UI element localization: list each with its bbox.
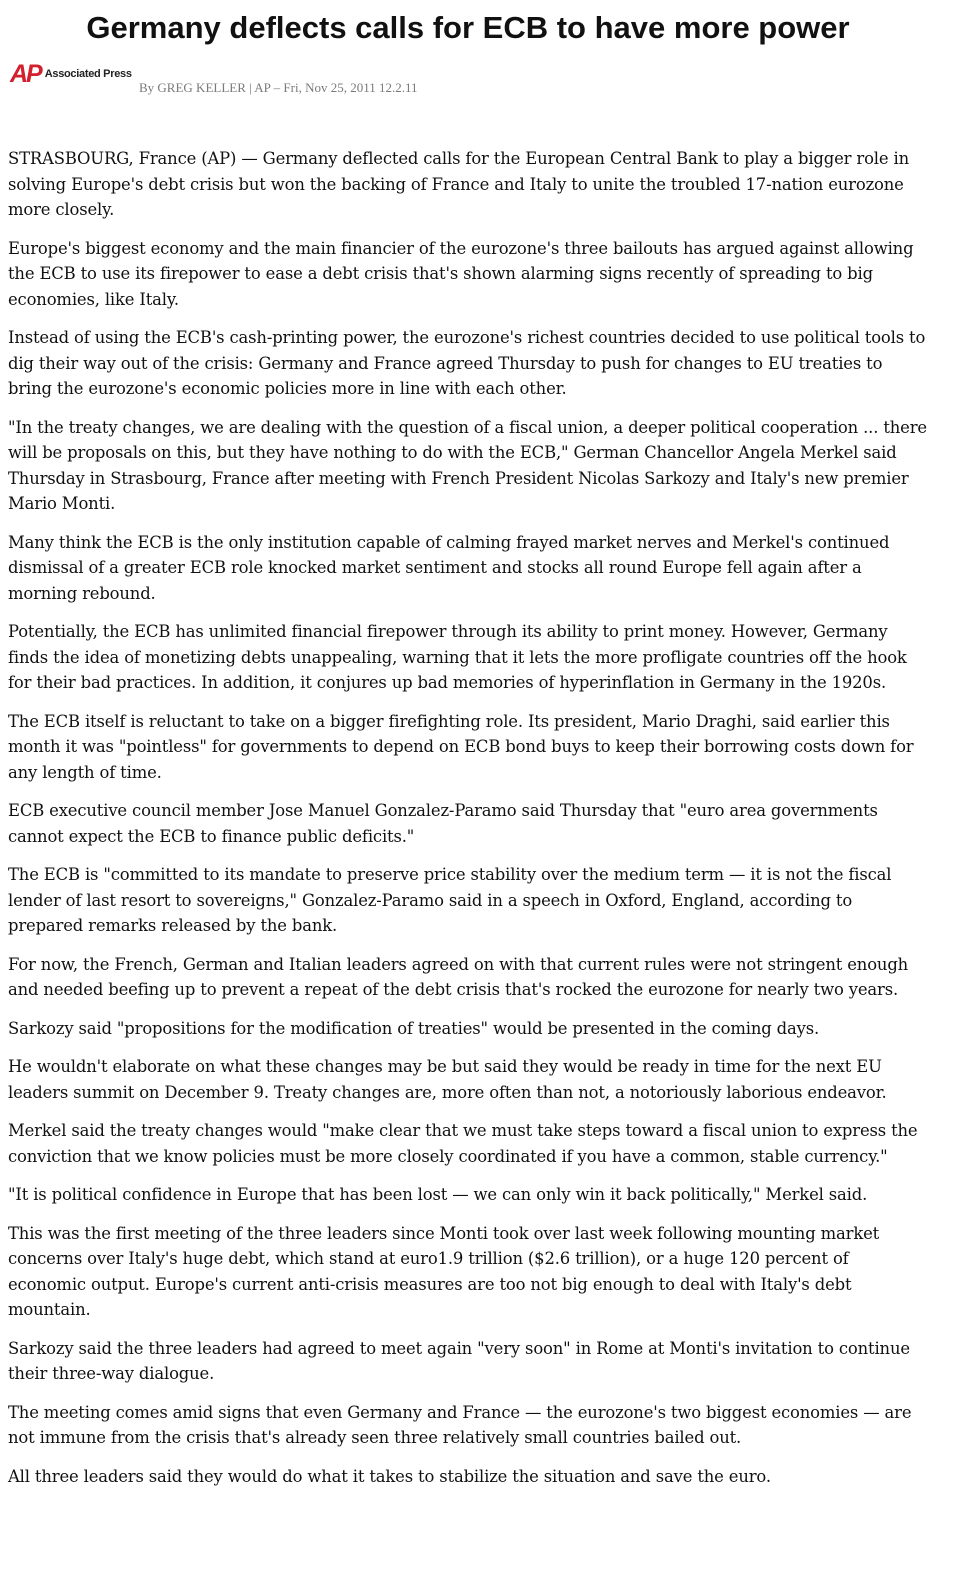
paragraph: STRASBOURG, France (AP) — Germany deflected calls for the European Central Bank to play a bigger role in solving Europe's debt crisis but won the backing of France and Italy to unite the troubled 17-nation eurozone more closely. <box>8 149 910 219</box>
paragraph: The meeting comes amid signs that even Germany and France — the eurozone's two biggest economies — are not immune from the crisis that's already seen three relatively small countries bailed out. <box>8 1402 912 1447</box>
paragraph: He wouldn't elaborate on what these changes may be but said they would be ready in time for the next EU leaders summit on December 9. Treaty changes are, more often than not, a notoriously laborious endeavor. <box>8 1057 887 1102</box>
ap-logo <box>10 62 132 86</box>
paragraph: The ECB itself is reluctant to take on a bigger firefighting role. Its president, Mario Draghi, said earlier this month it was "pointless" for governments to depend on ECB bond buys to keep their borrowing costs down for any length of time. <box>8 711 914 782</box>
paragraph: Many think the ECB is the only institution capable of calming frayed market nerves and Merkel's continued dismissal of a greater ECB role knocked market sentiment and stocks all round Europe fell again after a morning rebound. <box>8 532 890 603</box>
article-body <box>8 146 928 1502</box>
paragraph: ECB executive council member Jose Manuel Gonzalez-Paramo said Thursday that "euro area governments cannot expect the ECB to finance public deficits." <box>8 801 878 846</box>
paragraph: Potentially, the ECB has unlimited financial firepower through its ability to print money. However, Germany finds the idea of monetizing debts unappealing, warning that it lets the more profligate countries off the hook for their bad practices. In addition, it conjures up bad memories of hyperinflation in Germany in the 1920s. <box>8 622 907 692</box>
ap-logo-text: Associated Press <box>44 68 132 80</box>
paragraph: The ECB is "committed to its mandate to preserve price stability over the medium term — it is not the fiscal lender of last resort to sovereigns," Gonzalez-Paramo said in a speech in Oxford, England, according to prepared remarks released by the bank. <box>8 865 892 935</box>
paragraph: Merkel said the treaty changes would "make clear that we must take steps toward a fiscal union to express the conviction that we know policies must be more closely coordinated if you have a common, stable currency." <box>8 1121 918 1166</box>
paragraph: For now, the French, German and Italian leaders agreed on with that current rules were not stringent enough and needed beefing up to prevent a repeat of the debt crisis that's rocked the eurozone for nearly two years. <box>8 954 909 999</box>
paragraph: Instead of using the ECB's cash-printing power, the eurozone's richest countries decided to use political tools to dig their way out of the crisis: Germany and France agreed Thursday to push for changes to EU treaties to bring the eurozone's economic policies more in line with each other. <box>8 328 926 398</box>
paragraph: This was the first meeting of the three leaders since Monti took over last week following mounting market concerns over Italy's huge debt, which stand at euro1.9 trillion ($2.6 trillion), or a huge 120 percent of economic output. Europe's current anti-crisis measures are too not big enough to deal with Italy's debt mountain. <box>8 1223 880 1319</box>
paragraph: Sarkozy said "propositions for the modification of treaties" would be presented in the coming days. <box>8 1018 820 1038</box>
paragraph: Europe's biggest economy and the main financier of the eurozone's three bailouts has argued against allowing the ECB to use its firepower to ease a debt crisis that's shown alarming signs recently of spreading to big economies, like Italy. <box>8 238 914 309</box>
paragraph: "In the treaty changes, we are dealing with the question of a fiscal union, a deeper political cooperation ... there will be proposals on this, but they have nothing to do with the ECB," German Chancellor Angela Merkel said Thursday in Strasbourg, France after meeting with French President Nicolas Sarkozy and Italy's new premier Mario Monti. <box>8 417 927 513</box>
paragraph: All three leaders said they would do what it takes to stabilize the situation and save the euro. <box>8 1466 771 1486</box>
paragraph: "It is political confidence in Europe that has been lost — we can only win it back politically," Merkel said. <box>8 1185 868 1204</box>
headline: Germany deflects calls for ECB to have more power <box>86 10 850 45</box>
paragraph: Sarkozy said the three leaders had agreed to meet again "very soon" in Rome at Monti's invitation to continue their three-way dialogue. <box>8 1338 910 1383</box>
byline: By GREG KELLER | AP – Fri, Nov 25, 2011 12.2.11 <box>139 80 418 95</box>
ap-logo-mark: AP <box>10 60 41 88</box>
